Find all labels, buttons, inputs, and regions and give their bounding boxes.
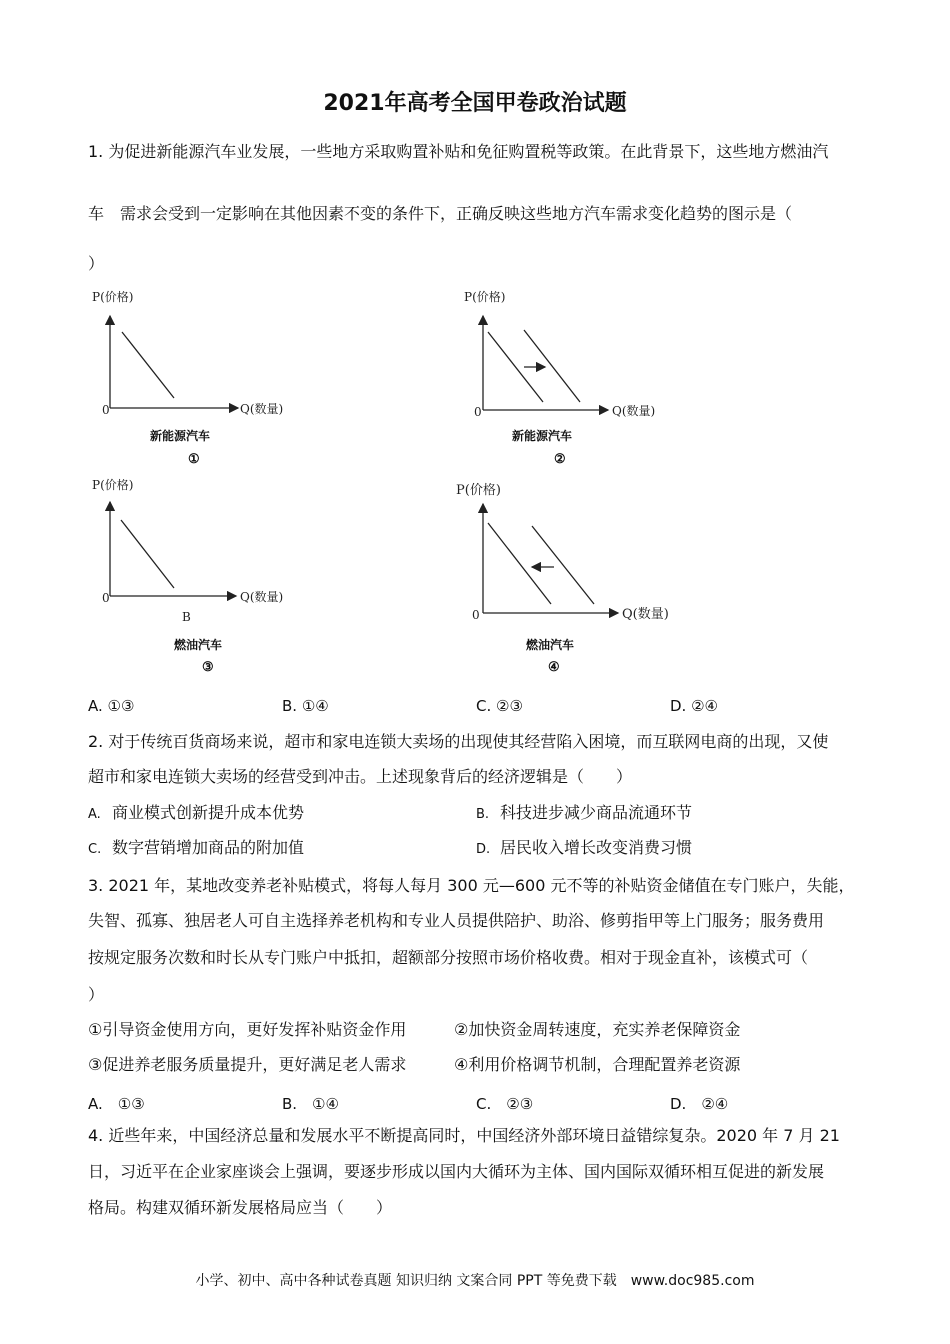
q3-item-2: ②加快资金周转速度，充实养老保障资金	[454, 1020, 741, 1039]
q1-line2: 车 需求会受到一定影响在其他因素不变的条件下，正确反映这些地方汽车需求变化趋势的图示是（	[88, 204, 793, 223]
q2-option-a-text: 商业模式创新提升成本优势	[112, 803, 305, 822]
fig4-caption: 燃油汽车	[526, 638, 575, 652]
fig4-p-label: P(价格)	[456, 483, 501, 498]
q2-line2: 超市和家电连锁大卖场的经营受到冲击。上述现象背后的经济逻辑是（ ）	[88, 767, 633, 786]
fig3-origin: 0	[102, 591, 110, 605]
q4-line3: 格局。构建双循环新发展格局应当（ ）	[88, 1198, 393, 1217]
q3-line1: 3. 2021 年，某地改变养老补贴模式，将每人每月 300 元—600 元不等的补贴资金储值在专门账户，失能，	[88, 876, 855, 895]
q4-line2: 日，习近平在企业家座谈会上强调，要逐步形成以国内大循环为主体、国内国际双循环相互促进的新发展	[88, 1162, 825, 1181]
q1-option-b[interactable]: B. ①④	[282, 697, 329, 715]
q2-option-d-letter: D.	[476, 842, 491, 857]
fig3-q-label: Q(数量)	[240, 590, 284, 604]
fig2-p-label: P(价格)	[464, 290, 506, 304]
q2-line1: 2. 对于传统百货商场来说，超市和家电连锁大卖场的出现使其经营陷入困境，而互联网电商的出现，又使	[88, 732, 829, 751]
q3-item-3: ③促进养老服务质量提升，更好满足老人需求	[88, 1055, 407, 1074]
q3-line2: 失智、孤寡、独居老人可自主选择养老机构和专业人员提供陪护、助浴、修剪指甲等上门服务；服务费用	[88, 911, 825, 930]
fig3-p-label: P(价格)	[92, 478, 134, 492]
figure-3	[92, 477, 283, 675]
q1-line1: 1. 为促进新能源汽车业发展，一些地方采取购置补贴和免征购置税等政策。在此背景下，这些地方燃油汽	[88, 142, 829, 161]
figure-4	[456, 482, 669, 675]
fig1-q-label: Q(数量)	[240, 402, 284, 416]
q3-option-c[interactable]: C. ②③	[476, 1095, 534, 1113]
q2-option-d[interactable]	[476, 838, 692, 860]
q3-item-1: ①引导资金使用方向，更好发挥补贴资金作用	[88, 1020, 407, 1039]
q2-option-d-text: 居民收入增长改变消费习惯	[500, 838, 693, 857]
q4-line1: 4. 近些年来，中国经济总量和发展水平不断提高同时，中国经济外部环境日益错综复杂。2020 年 7 月 21	[88, 1126, 840, 1145]
q1-option-d[interactable]: D. ②④	[670, 697, 718, 715]
fig2-caption: 新能源汽车	[512, 429, 573, 443]
q2-option-b[interactable]	[476, 803, 692, 825]
fig1-number: ①	[188, 452, 200, 467]
q3-option-a[interactable]: A. ①③	[88, 1095, 145, 1113]
fig2-number: ②	[554, 452, 566, 467]
q1-option-a[interactable]: A. ①③	[88, 697, 135, 715]
q1-line3: ）	[88, 254, 105, 273]
fig1-origin: 0	[102, 403, 110, 417]
figure-2	[464, 289, 655, 467]
q2-option-c[interactable]	[88, 838, 304, 860]
fig3-extra-label: B	[182, 610, 191, 624]
fig4-number: ④	[548, 660, 560, 675]
q3-option-d[interactable]: D. ②④	[670, 1095, 729, 1113]
page-title: 2021年高考全国甲卷政治试题	[323, 91, 627, 116]
q3-option-b[interactable]: B. ①④	[282, 1095, 339, 1113]
q2-option-b-text: 科技进步减少商品流通环节	[500, 803, 693, 822]
q2-option-a[interactable]	[88, 803, 304, 825]
q2-option-c-text: 数字营销增加商品的附加值	[112, 838, 305, 857]
fig2-origin: 0	[474, 405, 482, 419]
q2-option-c-letter: C.	[88, 842, 102, 857]
q2-option-b-letter: B.	[476, 807, 490, 822]
fig4-q-label: Q(数量)	[622, 607, 669, 622]
fig4-origin: 0	[472, 608, 480, 622]
q1-figures	[80, 280, 720, 680]
fig3-caption: 燃油汽车	[174, 638, 223, 652]
q2-option-a-letter: A.	[88, 807, 101, 822]
q3-item-4: ④利用价格调节机制，合理配置养老资源	[454, 1055, 741, 1074]
q3-line3: 按规定服务次数和时长从专门账户中抵扣，超额部分按照市场价格收费。相对于现金直补，该模式可（	[88, 948, 809, 967]
fig2-q-label: Q(数量)	[612, 404, 656, 418]
q3-line4: ）	[88, 985, 105, 1004]
fig1-p-label: P(价格)	[92, 290, 134, 304]
figure-1	[92, 289, 283, 467]
fig3-number: ③	[202, 660, 214, 675]
q1-option-c[interactable]: C. ②③	[476, 697, 523, 715]
footer-link[interactable]: 小学、初中、高中各种试卷真题 知识归纳 文案合同 PPT 等免费下载 www.doc985.com	[195, 1273, 755, 1289]
fig1-caption: 新能源汽车	[150, 429, 211, 443]
